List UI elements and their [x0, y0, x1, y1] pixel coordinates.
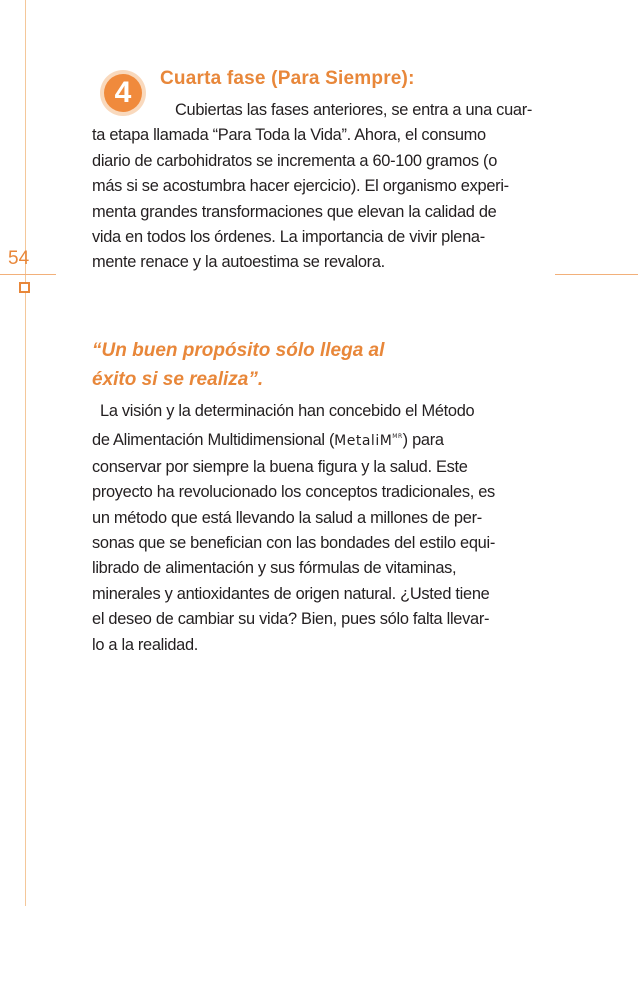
paragraph-line: sonas que se benefician con las bondades del estilo equi-: [92, 534, 495, 553]
paragraph-line: más si se acostumbra hacer ejercicio). El organismo experi-: [92, 177, 509, 196]
margin-rule: [25, 0, 26, 906]
paragraph-line: conservar por siempre la buena figura y la salud. Este: [92, 457, 468, 476]
phase-number: 4: [104, 74, 142, 112]
paragraph-line: [92, 424, 548, 454]
body-paragraph: [92, 399, 548, 658]
pull-quote: [92, 336, 384, 394]
pull-quote-line: éxito si se realiza”.: [92, 369, 264, 390]
brand-name: [334, 433, 402, 449]
brand-text: MetaliM: [334, 433, 393, 450]
paragraph-line: Cubiertas las fases anteriores, se entra a una cuar-: [175, 101, 533, 119]
pull-quote-line: “Un buen propósito sólo llega al: [92, 340, 385, 361]
page-rule-right: [555, 274, 638, 275]
paragraph-line: librado de alimentación y sus fórmulas de vitaminas,: [92, 559, 457, 578]
phase-paragraph: [92, 98, 548, 276]
paragraph-line: menta grandes transformaciones que elevan la calidad de: [92, 202, 497, 221]
brand-trademark: MR: [392, 433, 403, 441]
phase-title: Cuarta fase (Para Siempre):: [160, 68, 415, 89]
paragraph-line: lo a la realidad.: [92, 635, 199, 654]
paragraph-line: un método que está llevando la salud a millones de per-: [92, 508, 482, 527]
paragraph-line: el deseo de cambiar su vida? Bien, pues sólo falta llevar-: [92, 610, 490, 629]
paragraph-line: La visión y la determinación han concebido el Método: [100, 402, 475, 420]
line-text: ) para: [402, 431, 444, 450]
page-number: 54: [8, 248, 30, 269]
page-marker-icon: [19, 282, 30, 293]
paragraph-line: ta etapa llamada “Para Toda la Vida”. Ahora, el consumo: [92, 126, 486, 145]
line-text: de Alimentación Multidimensional (: [92, 431, 335, 450]
paragraph-line: minerales y antioxidantes de origen natural. ¿Usted tiene: [92, 584, 490, 603]
paragraph-line: mente renace y la autoestima se revalora.: [92, 253, 385, 272]
paragraph-line: diario de carbohidratos se incrementa a 60-100 gramos (o: [92, 151, 498, 170]
page-rule-left: [0, 274, 56, 275]
paragraph-line: proyecto ha revolucionado los conceptos tradicionales, es: [92, 483, 495, 502]
paragraph-line: vida en todos los órdenes. La importancia de vivir plena-: [92, 228, 485, 247]
